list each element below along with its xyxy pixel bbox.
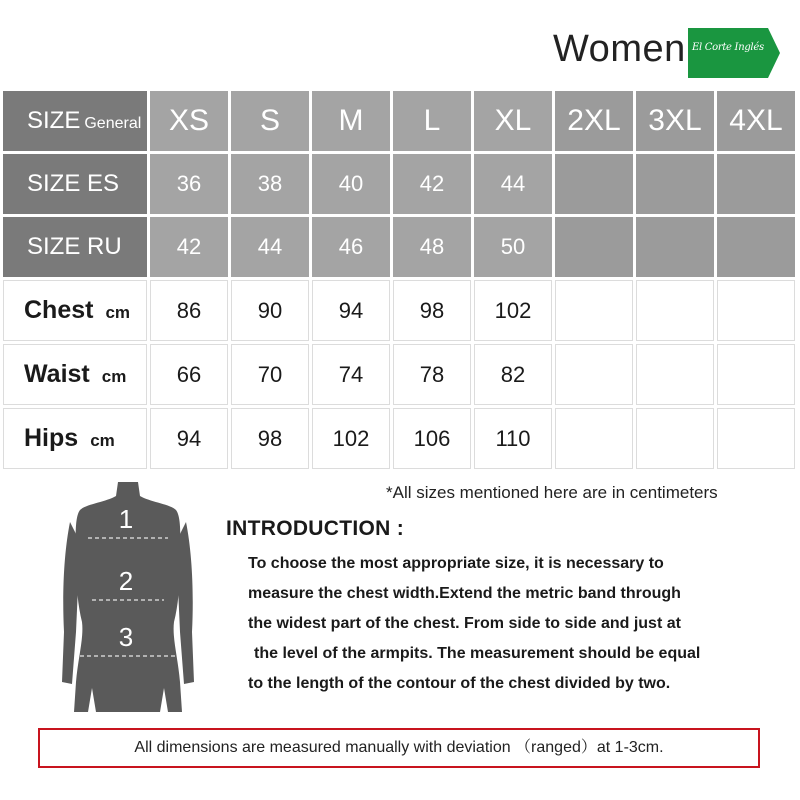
- table-cell: 98: [231, 408, 309, 469]
- unit-label: cm: [90, 431, 115, 450]
- logo-text: El Corte Inglés: [692, 42, 764, 53]
- table-cell: 46: [312, 217, 390, 277]
- body-measurement-figure: [58, 482, 198, 714]
- table-cell: 74: [312, 344, 390, 405]
- table-cell: [717, 280, 795, 341]
- marker-2: 2: [118, 566, 134, 596]
- size-ru-row: [3, 217, 795, 277]
- table-cell: 90: [231, 280, 309, 341]
- table-cell: 50: [474, 217, 552, 277]
- centimeters-note: *All sizes mentioned here are in centimeters: [386, 483, 718, 502]
- table-cell: 98: [393, 280, 471, 341]
- right-arm: [176, 522, 194, 684]
- measure-label: Hips: [24, 424, 79, 452]
- page-title: Women: [553, 28, 686, 70]
- intro-line: to the length of the contour of the chest divided by two.: [248, 675, 671, 692]
- size-chart-table: [0, 88, 798, 472]
- left-arm: [62, 522, 80, 684]
- intro-line: the widest part of the chest. From side to side and just at: [248, 615, 681, 632]
- table-cell: [636, 344, 714, 405]
- table-cell: [555, 408, 633, 469]
- waist-row: [3, 344, 795, 405]
- table-cell: [717, 217, 795, 277]
- measure-label: Chest: [24, 296, 94, 324]
- table-cell: 42: [393, 154, 471, 214]
- table-cell: 78: [393, 344, 471, 405]
- table-cell: [717, 344, 795, 405]
- table-cell: [717, 408, 795, 469]
- table-cell: 82: [474, 344, 552, 405]
- table-cell: 66: [150, 344, 228, 405]
- table-cell: [636, 280, 714, 341]
- row-label: SIZE RU: [3, 217, 147, 277]
- marker-1: 1: [118, 504, 134, 534]
- size-header-cell: 2XL: [555, 91, 633, 151]
- table-cell: 38: [231, 154, 309, 214]
- table-cell: 86: [150, 280, 228, 341]
- table-cell: [636, 408, 714, 469]
- size-general-label: [3, 91, 147, 151]
- size-header-cell: L: [393, 91, 471, 151]
- table-cell: 102: [312, 408, 390, 469]
- table-cell: [555, 344, 633, 405]
- table-cell: [555, 280, 633, 341]
- introduction-text: [248, 549, 793, 699]
- table-cell: [636, 217, 714, 277]
- table-cell: 106: [393, 408, 471, 469]
- table-cell: 70: [231, 344, 309, 405]
- el-corte-ingles-logo: [688, 28, 780, 78]
- table-cell: 36: [150, 154, 228, 214]
- intro-line: measure the chest width.Extend the metric band through: [248, 585, 681, 602]
- table-cell: 48: [393, 217, 471, 277]
- chest-row: [3, 280, 795, 341]
- row-label: [3, 344, 147, 405]
- hips-row: [3, 408, 795, 469]
- table-cell: [555, 217, 633, 277]
- intro-line: To choose the most appropriate size, it is necessary to: [248, 555, 664, 572]
- table-cell: [636, 154, 714, 214]
- unit-label: cm: [105, 303, 131, 322]
- intro-line: the level of the armpits. The measurement should be equal: [254, 645, 701, 662]
- row-label: [3, 408, 147, 469]
- table-cell: 40: [312, 154, 390, 214]
- size-general-row: [3, 91, 795, 151]
- size-header-cell: S: [231, 91, 309, 151]
- size-label-sub: General: [84, 115, 142, 132]
- size-header-cell: 3XL: [636, 91, 714, 151]
- table-cell: 110: [474, 408, 552, 469]
- row-label: [3, 280, 147, 341]
- table-cell: 94: [150, 408, 228, 469]
- introduction-heading: INTRODUCTION :: [226, 517, 405, 540]
- size-header-cell: M: [312, 91, 390, 151]
- size-label-main: SIZE: [27, 107, 81, 134]
- table-cell: 44: [231, 217, 309, 277]
- unit-label: cm: [101, 367, 127, 386]
- size-header-cell: XL: [474, 91, 552, 151]
- table-cell: 94: [312, 280, 390, 341]
- table-cell: 44: [474, 154, 552, 214]
- table-cell: [555, 154, 633, 214]
- table-cell: 42: [150, 217, 228, 277]
- row-label: SIZE ES: [3, 154, 147, 214]
- table-cell: [717, 154, 795, 214]
- deviation-disclaimer: All dimensions are measured manually with deviation （ranged）at 1-3cm.: [38, 728, 760, 768]
- size-header-cell: 4XL: [717, 91, 795, 151]
- size-header-cell: XS: [150, 91, 228, 151]
- marker-3: 3: [118, 622, 134, 652]
- measure-label: Waist: [24, 360, 90, 388]
- size-es-row: [3, 154, 795, 214]
- table-cell: 102: [474, 280, 552, 341]
